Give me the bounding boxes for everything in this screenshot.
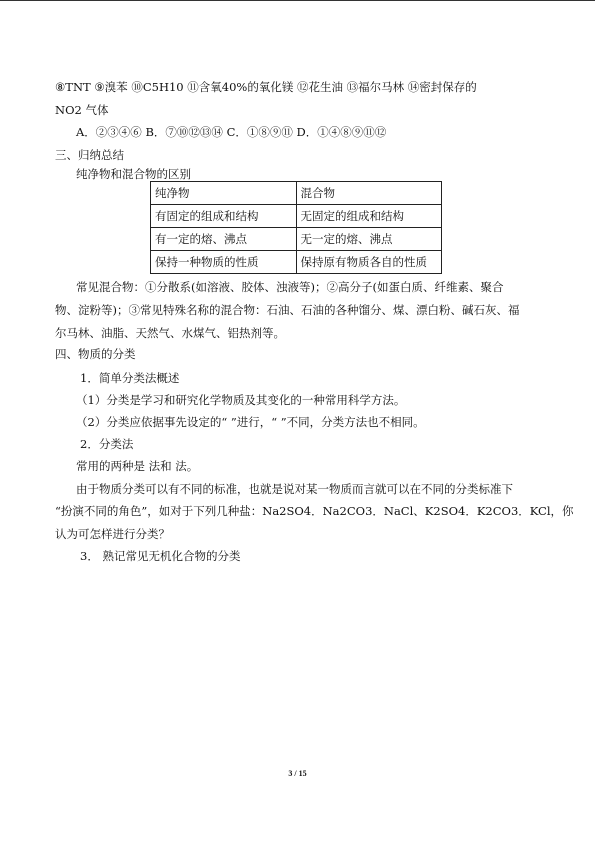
table-cell: 无固定的组成和结构	[296, 205, 442, 228]
item-1-2: （2）分类应依据事先设定的“ ”进行，“ ”不同，分类方法也不相同。	[76, 415, 425, 429]
item-1-1: （1）分类是学习和研究化学物质及其变化的一种常用科学方法。	[76, 393, 406, 407]
classification-paragraph-line-2: “扮演不同的角色”，如对于下列几种盐：Na2SO4．Na2CO3．NaCl、K2SO4．K2CO3．KCl，你	[55, 504, 574, 518]
table-header-cell: 混合物	[296, 182, 442, 205]
subheading-3: 3． 熟记常见无机化合物的分类	[80, 549, 241, 563]
classification-paragraph-line-1: 由于物质分类可以有不同的标准，也就是说对某一物质而言就可以在不同的分类标准下	[76, 482, 513, 496]
comparison-table	[150, 181, 442, 274]
table-cell: 无一定的熔、沸点	[296, 228, 442, 251]
table-row	[151, 228, 442, 251]
table-cell: 保持一种物质的性质	[151, 251, 297, 274]
mixtures-paragraph-line-2: 物、淀粉等)；③常见特殊名称的混合物：石油、石油的各种馏分、煤、漂白粉、碱石灰、福	[55, 303, 520, 317]
answer-choices: A．②③④⑥ B．⑦⑩⑫⑬⑭ C．①⑧⑨⑪ D．①④⑧⑨⑪⑫	[76, 125, 387, 139]
table-header-cell: 纯净物	[151, 182, 297, 205]
page-number: 3 / 15	[288, 769, 307, 778]
table-cell: 有固定的组成和结构	[151, 205, 297, 228]
options-line-1: ⑧TNT ⑨溴苯 ⑩C5H10 ⑪含氧40%的氧化镁 ⑫花生油 ⑬福尔马林 ⑭密封保存的	[55, 80, 477, 94]
table-row	[151, 251, 442, 274]
options-line-2: NO2 气体	[55, 103, 109, 117]
table-row	[151, 205, 442, 228]
table-cell: 有一定的熔、沸点	[151, 228, 297, 251]
subheading-1: 1．简单分类法概述	[80, 371, 180, 385]
mixtures-paragraph-line-3: 尔马林、油脂、天然气、水煤气、铝热剂等。	[55, 326, 285, 340]
classification-paragraph-line-3: 认为可怎样进行分类？	[55, 527, 170, 541]
mixtures-paragraph-line-1: 常见混合物：①分散系(如溶液、胶体、浊液等)；②高分子(如蛋白质、纤维素、聚合	[76, 280, 504, 294]
header-rule	[0, 0, 595, 1]
table-cell: 保持原有物质各自的性质	[296, 251, 442, 274]
section-heading-summary: 三、归纳总结	[55, 148, 124, 162]
item-2-1: 常用的两种是 法和 法。	[76, 459, 199, 473]
subheading-2: 2．分类法	[80, 437, 134, 451]
section-heading-classification: 四、物质的分类	[55, 347, 136, 361]
table-header-row	[151, 182, 442, 205]
table-caption: 纯净物和混合物的区别	[76, 167, 191, 181]
